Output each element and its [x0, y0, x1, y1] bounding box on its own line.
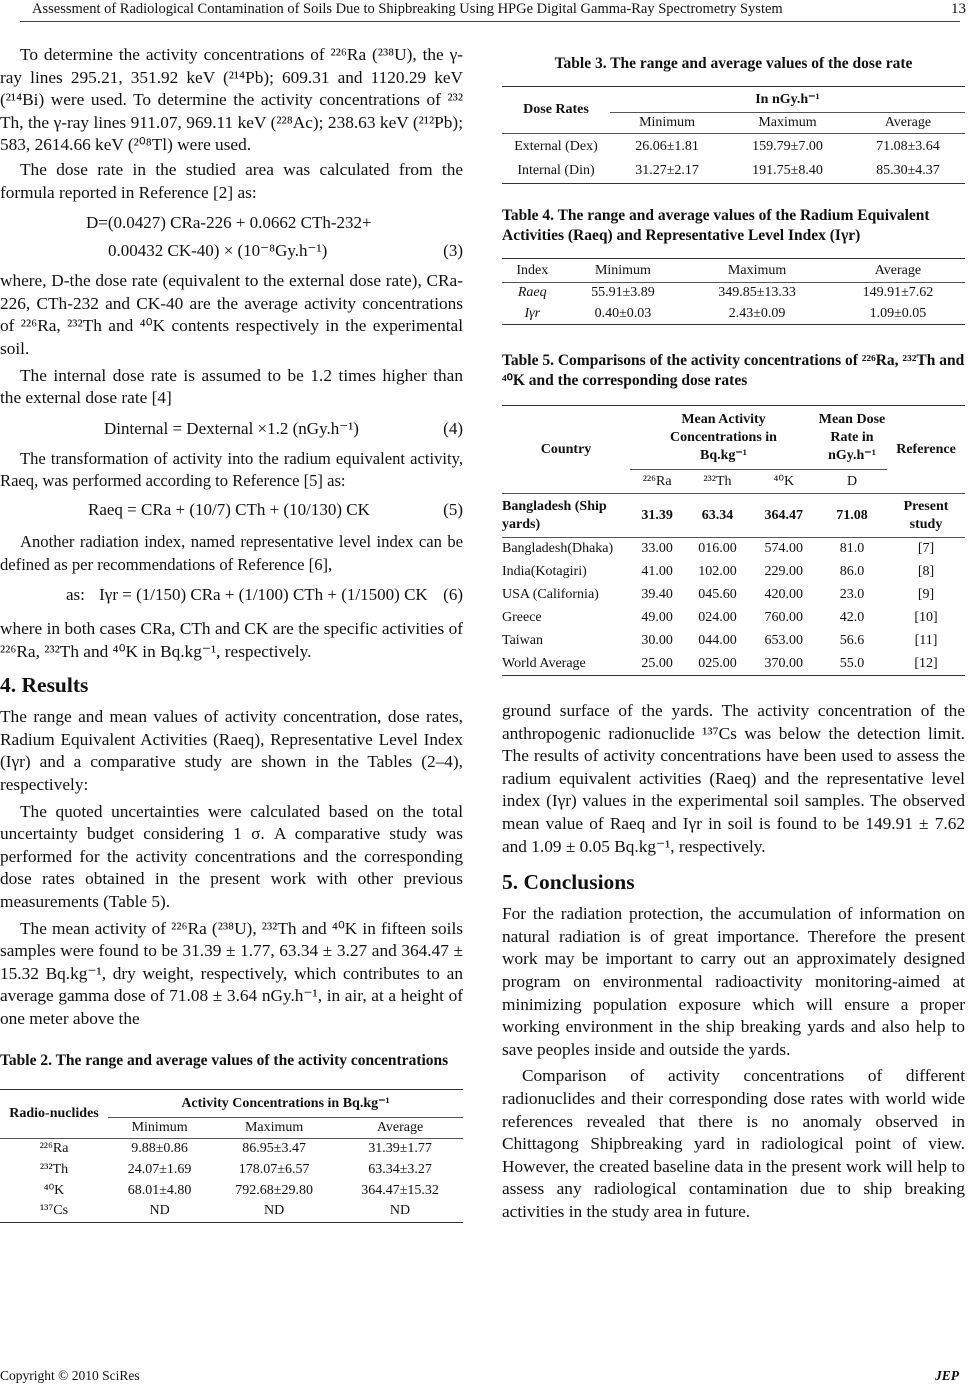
page-number: 13 — [951, 1, 966, 17]
table-cell: 159.79±7.00 — [752, 138, 823, 154]
table-cell: 31.27±2.17 — [635, 163, 699, 179]
table-cell: ¹³⁷Cs — [39, 1203, 69, 1219]
table-cell: 9.88±0.86 — [131, 1140, 188, 1156]
table-cell: 364.47±15.32 — [361, 1182, 439, 1198]
equation-6-number: (6) — [443, 585, 463, 605]
paragraph-gamma-lines: To determine the activity concentrations of ²²⁶Ra (²³⁸U), the γ-ray lines 295.21, 351.92 keV (²¹⁴Pb); 609.31 and 1120.29 keV (²¹⁴Bi) were used. To determine the activity concentrations of ²³² Th, the γ-ray lines 911.07, 969.11 keV (²²⁸Ac); 238.63 keV (²¹²Pb); 583, 2614.66 keV (²⁰⁸Tl) were used. — [0, 45, 463, 155]
table-2-sub-avg: Average — [337, 1117, 463, 1138]
table-2-group-header: Activity Concentrations in Bq.kg⁻¹ — [181, 1095, 390, 1111]
table-cell: ²²⁶Ra — [39, 1140, 69, 1156]
paragraph-internal-dose: The internal dose rate is assumed to be 1.2 times higher than the external dose rate [4] — [0, 365, 463, 408]
table-4-header-index: Index — [516, 262, 549, 278]
table-cell: Bangladesh(Dhaka) — [502, 541, 614, 557]
table-cell: Bangladesh (Ship yards) — [502, 498, 607, 532]
table-cell: [7] — [917, 541, 935, 557]
table-cell: [9] — [917, 587, 935, 602]
table-cell: 370.00 — [764, 655, 804, 671]
table-cell: 63.34±3.27 — [368, 1161, 432, 1177]
table-cell: 81.0 — [839, 541, 865, 557]
equation-4-number: (4) — [443, 418, 463, 438]
journal-abbrev: JEP — [934, 1368, 959, 1383]
table-cell: 102.00 — [698, 564, 737, 579]
table-cell: Internal (Din) — [517, 163, 595, 179]
table-row — [502, 561, 965, 584]
table-row — [502, 134, 965, 160]
table-row — [0, 1138, 463, 1159]
table-cell: 42.0 — [839, 610, 865, 625]
table-cell: World Average — [502, 655, 586, 671]
table-cell: 24.07±1.69 — [127, 1161, 192, 1177]
paragraph-dose-rate-intro: The dose rate in the studied area was calculated from the formula reported in Reference [2] as: — [0, 159, 463, 202]
paragraph-results-intro: The range and mean values of activity concentration, dose rates, Radium Equivalent Activities (Raeq), Representative Level Index (Iγr) and a comparative study are shown in the Tables (2–4), respectively: — [0, 707, 463, 795]
table-5-sub-th: ²³²Th — [684, 470, 750, 494]
table-cell: 85.30±4.37 — [876, 163, 940, 179]
table-3-sub-min: Minimum — [610, 113, 724, 134]
table-cell: 349.85±13.33 — [718, 285, 796, 301]
table-cell: 1.09±0.05 — [869, 305, 927, 321]
table-cell: 71.08±3.64 — [876, 138, 940, 154]
table-cell: 045.60 — [698, 587, 737, 602]
equation-3-number: (3) — [443, 241, 463, 261]
paragraph-radiation-protection: For the radiation protection, the accumulation of information on natural radiation is of great importance. Therefore the present work may be important to carry out an approximately designed program on environmental radioactivity monitoring-aimed at minimizing population exposure which will ensure a proper working environment in the ship breaking yards and also help to save peoples inside and outside the yards. — [502, 904, 965, 1059]
table-cell: India(Kotagiri) — [502, 564, 587, 579]
table-cell: Raeq — [517, 285, 547, 301]
table-3-caption: Table 3. The range and average values of the dose rate — [554, 55, 913, 72]
table-cell: 191.75±8.40 — [752, 163, 823, 179]
paragraph-dose-definition: where, D-the dose rate (equivalent to the external dose rate), CRa-226, CTh-232 and CK-40 are the average activity concentrations of ²²⁶Ra, ²³²Th and ⁴⁰K contents respectively in the experimental soil. — [0, 271, 463, 358]
table-2-sub-min: Minimum — [108, 1117, 211, 1138]
table-row — [502, 160, 965, 184]
table-cell: Present study — [903, 498, 949, 532]
paragraph-mean-activity: The mean activity of ²²⁶Ra (²³⁸U), ²³²Th and ⁴⁰K in fifteen soils samples were found to be 31.39 ± 1.77, 63.34 ± 3.27 and 364.47 ± 15.32 Bq.kg⁻¹, dry weight, respectively, which contributes to an average gamma dose of 71.08 ± 3.64 nGy.h⁻¹, in air, at a height of one meter above the — [0, 918, 463, 1028]
running-title: Assessment of Radiological Contamination of Soils Due to Shipbreaking Using HPGe Digital Gamma-Ray Spectrometry System — [32, 1, 783, 17]
table-cell: [8] — [917, 564, 935, 579]
table-3-sub-max: Maximum — [724, 113, 851, 134]
equation-4-text: Dinternal = Dexternal ×1.2 (nGy.h⁻¹) — [104, 418, 359, 438]
table-3-sub-avg: Average — [851, 113, 965, 134]
table-5-sub-k: ⁴⁰K — [751, 470, 817, 494]
table-cell: 86.95±3.47 — [242, 1140, 306, 1156]
table-5-group-dose: Mean Dose Rate in nGy.h⁻¹ — [818, 411, 886, 463]
equation-5-number: (5) — [443, 499, 463, 519]
equation-3-line1 — [0, 212, 463, 236]
table-cell: ND — [264, 1203, 285, 1219]
paragraph-comparison: Comparison of activity concentrations of different radionuclides and their corresponding dose rates with world wide references revealed that there is no anomaly observed in Chittagong Shipbreaking yard in radiological point of view. However, the created baseline data in the present work will help to assess any radiological contamination due to ship breaking activities in the study area in future. — [502, 1066, 965, 1221]
table-cell: 30.00 — [641, 633, 673, 648]
table-5-caption: Table 5. Comparisons of the activity concentrations of ²²⁶Ra, ²³²Th and ⁴⁰K and the corresponding dose rates — [502, 352, 965, 389]
table-2-sub-max: Maximum — [211, 1117, 337, 1138]
table-row — [502, 584, 965, 607]
equation-4 — [0, 418, 463, 442]
table-cell: 41.00 — [641, 564, 673, 579]
table-cell: Iγr — [524, 305, 541, 321]
table-cell: Greece — [502, 610, 542, 625]
table-cell: 025.00 — [698, 655, 737, 671]
table-cell: ND — [149, 1203, 170, 1219]
paragraph-representative-level: Another radiation index, named representative level index can be defined as per recommendations of Reference [6], — [0, 531, 463, 574]
table-cell: 26.06±1.81 — [635, 138, 699, 154]
table-cell: ²³²Th — [39, 1161, 69, 1177]
table-4-header-avg: Average — [874, 262, 922, 278]
table-4-caption: Table 4. The range and average values of the Radium Equivalent Activities (Raeq) and Representative Level Index (Iγr) — [502, 207, 930, 244]
table-cell: 31.39 — [641, 507, 673, 523]
table-cell: 229.00 — [764, 564, 804, 579]
table-cell: 49.00 — [641, 610, 673, 625]
table-cell: USA (California) — [502, 587, 599, 602]
table-cell: 23.0 — [839, 587, 865, 602]
running-header — [20, 0, 966, 22]
table-cell: 364.47 — [764, 507, 804, 523]
table-row — [0, 1159, 463, 1180]
table-5-col-reference: Reference — [896, 441, 956, 457]
table-4-header-min: Minimum — [594, 262, 651, 278]
table-cell: 68.01±4.80 — [127, 1182, 192, 1198]
table-cell: 792.68±29.80 — [235, 1182, 313, 1198]
equation-3-text-1: D=(0.0427) CRa-226 + 0.0662 CTh-232+ — [86, 213, 372, 233]
table-row — [0, 1201, 463, 1222]
table-cell: 420.00 — [764, 587, 804, 602]
table-row — [502, 494, 965, 538]
equation-3-line2 — [0, 240, 463, 264]
table-4 — [502, 258, 965, 325]
table-3-group-header: In nGy.h⁻¹ — [755, 92, 820, 107]
table-row — [0, 1180, 463, 1201]
table-cell: 56.6 — [839, 633, 865, 648]
table-cell: [12] — [914, 655, 938, 671]
equation-5-text: Raeq = CRa + (10/7) CTh + (10/130) CK — [88, 499, 370, 519]
table-4-header-max: Maximum — [727, 262, 787, 278]
table-2-block — [0, 1051, 463, 1223]
table-cell: 55.0 — [839, 655, 865, 671]
table-3-col-dose-rates: Dose Rates — [502, 87, 610, 134]
table-cell: 39.40 — [641, 587, 673, 602]
heading-conclusions: 5. Conclusions — [502, 870, 635, 895]
table-cell: [10] — [914, 610, 938, 625]
table-cell: Taiwan — [502, 633, 544, 648]
paragraph-radium-equivalent: The transformation of activity into the radium equivalent activity, Raeq, was performed according to Reference [5] as: — [0, 448, 463, 491]
table-cell: 574.00 — [764, 541, 804, 557]
right-column — [502, 36, 965, 1223]
equation-3-text-2: 0.00432 CK-40) × (10⁻⁸Gy.h⁻¹) — [108, 241, 328, 261]
paragraph-specific-activities: where in both cases CRa, CTh and CK are the specific activities of ²²⁶Ra, ²³²Th and ⁴⁰K in Bq.kg⁻¹, respectively. — [0, 619, 463, 661]
table-5 — [502, 405, 965, 676]
table-cell: 55.91±3.89 — [591, 285, 655, 301]
table-cell: [11] — [914, 633, 938, 648]
table-2-caption: Table 2. The range and average values of the activity concentrations — [0, 1051, 449, 1069]
table-cell: 178.07±6.57 — [238, 1161, 310, 1177]
copyright-notice: Copyright © 2010 SciRes — [0, 1368, 140, 1383]
table-cell: 016.00 — [698, 541, 737, 557]
table-cell: ⁴⁰K — [43, 1183, 65, 1199]
table-5-sub-d: D — [817, 470, 887, 494]
table-cell: 044.00 — [698, 633, 737, 648]
table-cell: External (Dex) — [514, 138, 598, 154]
equation-6-prefix: as: — [66, 585, 85, 605]
table-cell: 31.39±1.77 — [368, 1140, 432, 1156]
paragraph-cs137: ground surface of the yards. The activity concentration of the anthropogenic radionuclide ¹³⁷Cs was below the detection limit. The results of activity concentrations have been used to assess the radium equivalent activities (Raeq) and the representative level index (Iγr) values in the experimental soil samples. The observed mean value of Raeq and Iγr in soil is found to be 149.91 ± 7.62 and 1.09 ± 0.05 Bq.kg⁻¹, respectively. — [502, 701, 965, 856]
table-5-sub-ra: ²²⁶Ra — [630, 470, 684, 494]
table-cell: 71.08 — [836, 507, 868, 523]
equation-5 — [0, 499, 463, 523]
table-cell: 25.00 — [641, 655, 673, 671]
table-3 — [502, 86, 965, 184]
table-5-col-country: Country — [540, 441, 592, 457]
table-cell: 2.43±0.09 — [728, 305, 786, 321]
table-cell: 0.40±0.03 — [594, 305, 652, 321]
heading-results: 4. Results — [0, 673, 89, 698]
paragraph-uncertainties: The quoted uncertainties were calculated based on the total uncertainty budget considering 1 σ. A comparative study was performed for the activity concentrations and the corresponding dose rates obtained in the present work with other previous measurements (Table 5). — [0, 801, 463, 912]
table-cell: ND — [389, 1203, 411, 1219]
equation-6 — [0, 584, 463, 608]
table-row — [502, 304, 965, 325]
equation-6-text: Iγr = (1/150) CRa + (1/100) CTh + (1/1500) CK — [99, 585, 428, 605]
table-cell: 024.00 — [698, 610, 737, 625]
table-2 — [0, 1089, 463, 1223]
table-row — [502, 653, 965, 676]
table-cell: 653.00 — [764, 633, 804, 648]
table-cell: 63.34 — [701, 507, 734, 523]
table-cell: 33.00 — [641, 541, 673, 557]
table-row — [502, 283, 965, 304]
table-row — [502, 630, 965, 653]
left-column — [0, 36, 463, 1223]
table-row — [502, 538, 965, 561]
table-2-col-radionuclides: Radio-nuclides — [0, 1089, 108, 1138]
table-row — [502, 607, 965, 630]
table-cell: 149.91±7.62 — [862, 285, 934, 301]
table-5-group-activity: Mean Activity Concentrations in Bq.kg⁻¹ — [670, 411, 777, 463]
table-cell: 86.0 — [839, 564, 865, 579]
table-cell: 760.00 — [764, 610, 804, 625]
